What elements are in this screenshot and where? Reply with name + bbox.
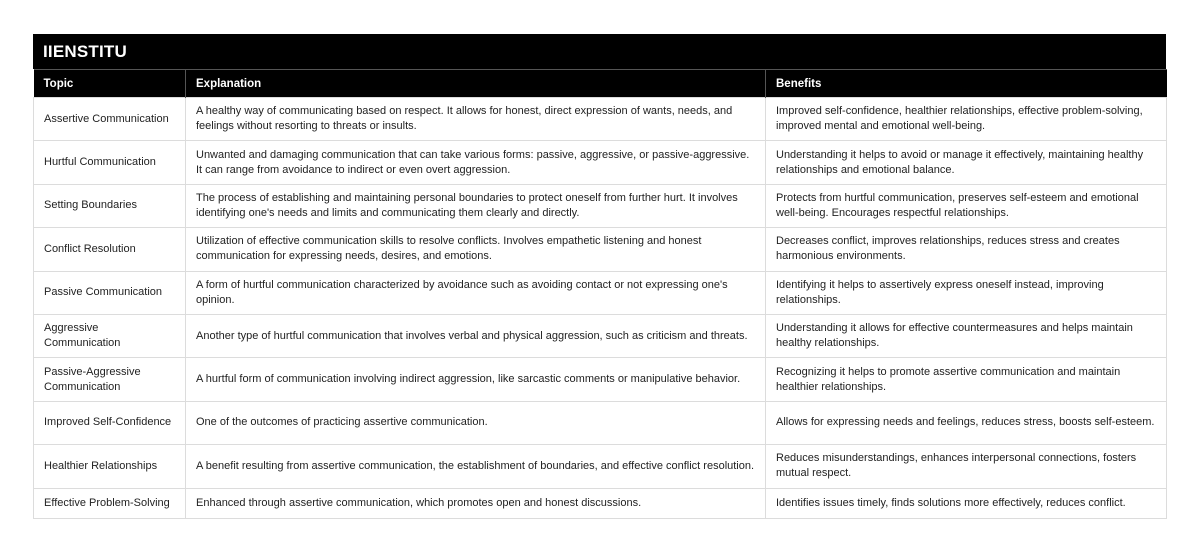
cell-benefits: Understanding it allows for effective countermeasures and helps maintain healthy relationships. bbox=[766, 314, 1167, 357]
cell-explanation: Utilization of effective communication skills to resolve conflicts. Involves empathetic listening and honest communication for expressing needs, desires, and emotions. bbox=[186, 228, 766, 271]
topics-table bbox=[33, 69, 1167, 519]
cell-benefits: Understanding it helps to avoid or manage it effectively, maintaining healthy relationships and emotional balance. bbox=[766, 141, 1167, 184]
cell-topic: Improved Self-Confidence bbox=[34, 401, 186, 444]
table-row bbox=[34, 401, 1167, 444]
cell-benefits: Improved self-confidence, healthier relationships, effective problem-solving, improved mental and emotional well-being. bbox=[766, 98, 1167, 141]
table-row bbox=[34, 314, 1167, 357]
table-row bbox=[34, 488, 1167, 518]
cell-topic: Passive Communication bbox=[34, 271, 186, 314]
cell-explanation: Unwanted and damaging communication that can take various forms: passive, aggressive, or passive-aggressive. It can range from avoidance to indirect or even overt aggression. bbox=[186, 141, 766, 184]
table-row bbox=[34, 445, 1167, 488]
table-row bbox=[34, 98, 1167, 141]
table-header-row bbox=[34, 70, 1167, 98]
cell-explanation: A healthy way of communicating based on respect. It allows for honest, direct expression of wants, needs, and feelings without resorting to threats or insults. bbox=[186, 98, 766, 141]
cell-explanation: Another type of hurtful communication that involves verbal and physical aggression, such as criticism and threats. bbox=[186, 314, 766, 357]
cell-explanation: A benefit resulting from assertive communication, the establishment of boundaries, and effective conflict resolution. bbox=[186, 445, 766, 488]
cell-topic: Aggressive Communication bbox=[34, 314, 186, 357]
content-table-container bbox=[33, 34, 1166, 519]
cell-explanation: A hurtful form of communication involving indirect aggression, like sarcastic comments or manipulative behavior. bbox=[186, 358, 766, 401]
cell-benefits: Protects from hurtful communication, preserves self-esteem and emotional well-being. Encourages respectful relationships. bbox=[766, 184, 1167, 227]
table-row bbox=[34, 271, 1167, 314]
table-row bbox=[34, 228, 1167, 271]
cell-topic: Setting Boundaries bbox=[34, 184, 186, 227]
cell-topic: Conflict Resolution bbox=[34, 228, 186, 271]
cell-benefits: Decreases conflict, improves relationships, reduces stress and creates harmonious environments. bbox=[766, 228, 1167, 271]
header-benefits: Benefits bbox=[766, 70, 1167, 98]
cell-benefits: Allows for expressing needs and feelings, reduces stress, boosts self-esteem. bbox=[766, 401, 1167, 444]
cell-benefits: Identifying it helps to assertively express oneself instead, improving relationships. bbox=[766, 271, 1167, 314]
cell-topic: Assertive Communication bbox=[34, 98, 186, 141]
header-explanation: Explanation bbox=[186, 70, 766, 98]
cell-explanation: The process of establishing and maintaining personal boundaries to protect oneself from further hurt. It involves identifying one's needs and limits and communicating them clearly and directly. bbox=[186, 184, 766, 227]
cell-explanation: One of the outcomes of practicing assertive communication. bbox=[186, 401, 766, 444]
table-row bbox=[34, 141, 1167, 184]
cell-benefits: Identifies issues timely, finds solutions more effectively, reduces conflict. bbox=[766, 488, 1167, 518]
brand-title: IIENSTITU bbox=[33, 34, 1166, 69]
header-topic: Topic bbox=[34, 70, 186, 98]
cell-explanation: Enhanced through assertive communication, which promotes open and honest discussions. bbox=[186, 488, 766, 518]
table-row bbox=[34, 358, 1167, 401]
cell-benefits: Reduces misunderstandings, enhances interpersonal connections, fosters mutual respect. bbox=[766, 445, 1167, 488]
cell-benefits: Recognizing it helps to promote assertive communication and maintain healthier relationships. bbox=[766, 358, 1167, 401]
cell-topic: Hurtful Communication bbox=[34, 141, 186, 184]
cell-topic: Effective Problem-Solving bbox=[34, 488, 186, 518]
cell-explanation: A form of hurtful communication characterized by avoidance such as avoiding contact or not expressing one's opinion. bbox=[186, 271, 766, 314]
cell-topic: Passive-Aggressive Communication bbox=[34, 358, 186, 401]
table-row bbox=[34, 184, 1167, 227]
cell-topic: Healthier Relationships bbox=[34, 445, 186, 488]
